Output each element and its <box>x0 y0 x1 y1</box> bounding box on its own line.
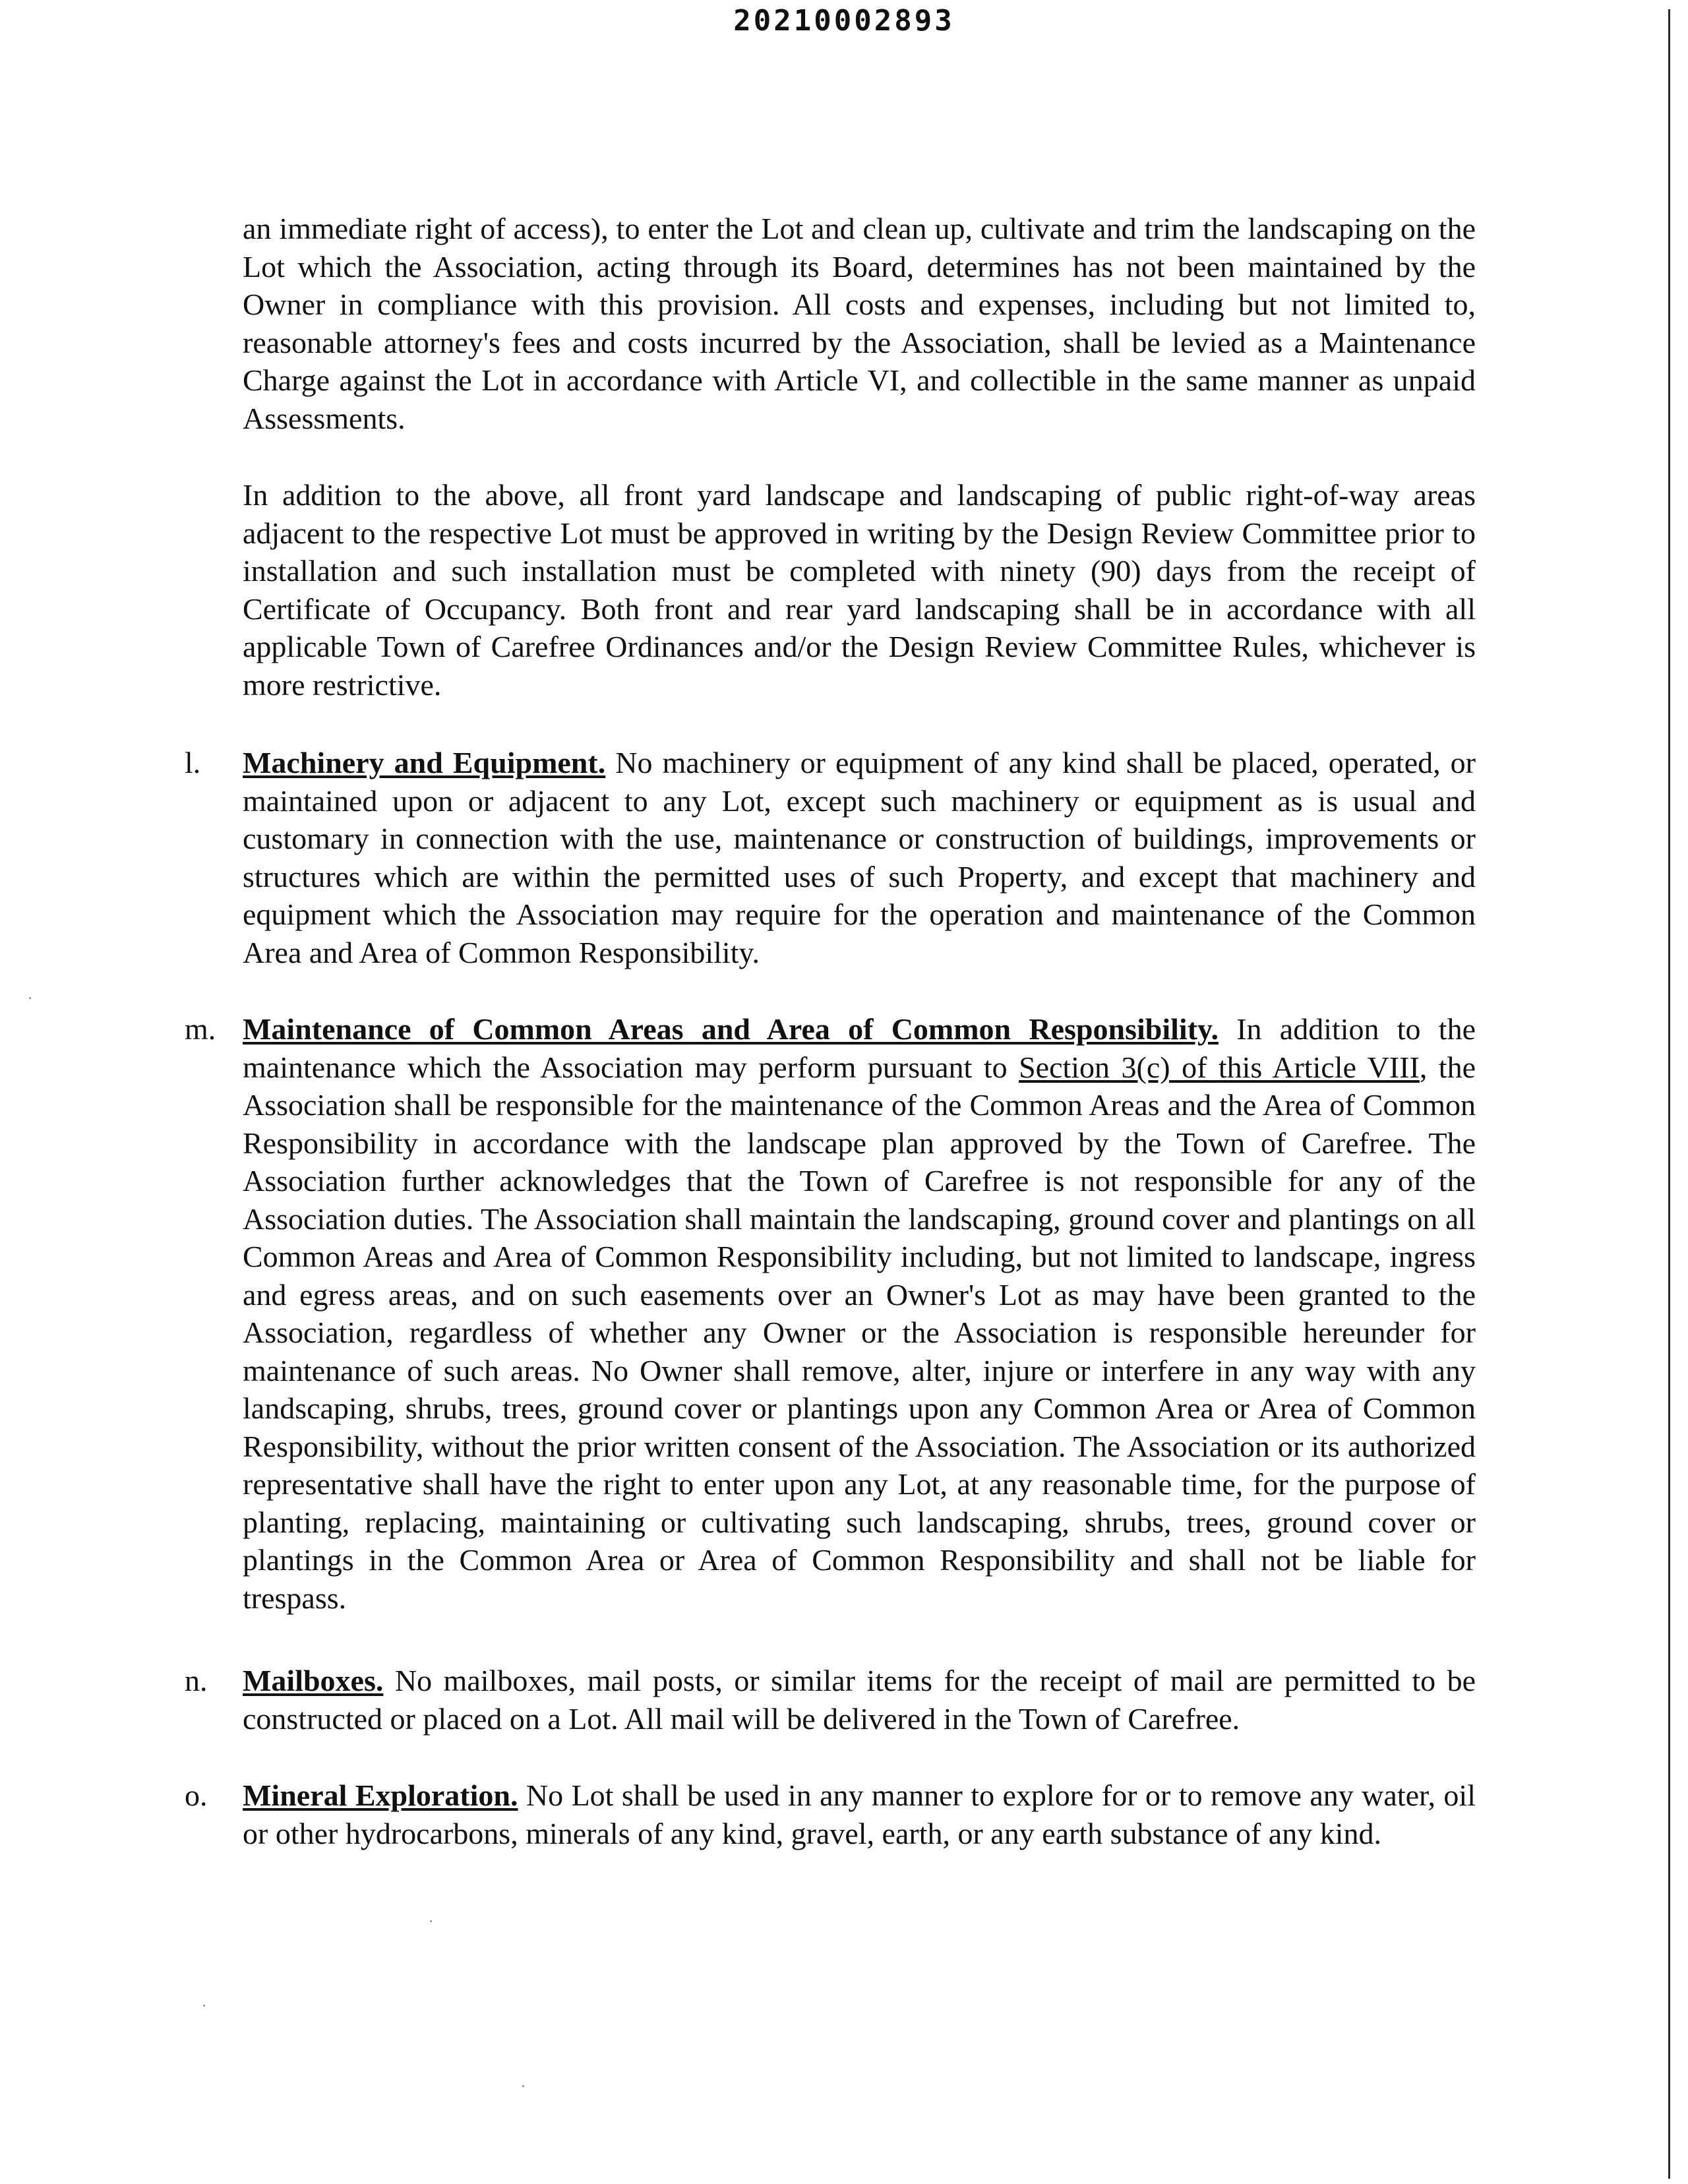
scan-speck <box>430 1920 432 1922</box>
item-heading: Mineral Exploration. <box>243 1778 518 1812</box>
item-text: No machinery or equipment of any kind shall be placed, operated, or maintained upon or adjacent to any Lot, except such machinery or equipment as is usual and customary in connection with the use, maintenance or construction of buildings, improvements or structures which are within the permitted uses of such Property, and except that machinery and equipment which the Association may require for the operation and maintenance of the Common Area and Area of Common Responsibility. <box>243 746 1476 969</box>
paragraph-continuation: an immediate right of access), to enter the Lot and clean up, cultivate and trim the landscaping on the Lot which the Association, acting through its Board, determines has not been maintained by the Owner in compliance with this provision. All costs and expenses, including but not limited to, reasonable attorney's fees and costs incurred by the Association, shall be levied as a Maintenance Charge against the Lot in accordance with Article VI, and collectible in the same manner as unpaid Assessments. <box>243 212 1476 435</box>
item-body <box>243 744 1476 971</box>
item-heading: Maintenance of Common Areas and Area of Common Responsibility. <box>243 1012 1219 1046</box>
scan-edge-line <box>1668 9 1670 2179</box>
item-body <box>243 1776 1476 1852</box>
paragraph-landscape-approval: In addition to the above, all front yard landscape and landscaping of public right-of-way areas adjacent to the respective Lot must be approved in writing by the Design Review Committee prior to installation and such installation must be completed with ninety (90) days from the receipt of Certificate of Occupancy. Both front and rear yard landscaping shall be in accordance with all applicable Town of Carefree Ordinances and/or the Design Review Committee Rules, whichever is more restrictive. <box>243 478 1476 702</box>
item-heading: Mailboxes. <box>243 1664 384 1697</box>
item-body <box>243 1010 1476 1617</box>
item-marker: m. <box>185 1012 216 1046</box>
document-number: 20210002893 <box>733 4 955 38</box>
item-marker: l. <box>185 746 201 779</box>
section-reference: Section 3(c) of this Article VIII <box>1019 1050 1420 1084</box>
item-text: No mailboxes, mail posts, or similar items for the receipt of mail are permitted to be constructed or placed on a Lot. All mail will be delivered in the Town of Carefree. <box>243 1664 1476 1736</box>
item-text: In addition to the maintenance which the Association may perform pursuant to <box>243 1012 1476 1084</box>
continued-paragraph <box>243 210 1476 437</box>
item-body <box>243 1662 1476 1738</box>
item-heading: Machinery and Equipment. <box>243 746 606 779</box>
item-text-continued: , the Association shall be responsible for the maintenance of the Common Areas and the Area of Common Responsibility in accordance with the landscape plan approved by the Town of Carefree. The Association further acknowledges that the Town of Carefree is not responsible for any of the Association duties. The Association shall maintain the landscaping, ground cover and plantings on all Common Areas and Area of Common Responsibility including, but not limited to landscape, ingress and egress areas, and on such easements over an Owner's Lot as may have been granted to the Association, regardless of whether any Owner or the Association is responsible hereunder for maintenance of such areas. No Owner shall remove, alter, injure or interfere in any way with any landscaping, shrubs, trees, ground cover or plantings upon any Common Area or Area of Common Responsibility, without the prior written consent of the Association. The Association or its authorized representative shall have the right to enter upon any Lot, at any reasonable time, for the purpose of planting, replacing, maintaining or cultivating such landscaping, shrubs, trees, ground cover or plantings in the Common Area or Area of Common Responsibility and shall not be liable for trespass. <box>243 1050 1476 1615</box>
scan-speck <box>29 997 31 999</box>
item-marker: o. <box>185 1778 208 1812</box>
item-text: No Lot shall be used in any manner to explore for or to remove any water, oil or other hydrocarbons, minerals of any kind, gravel, earth, or any earth substance of any kind. <box>243 1778 1476 1850</box>
item-marker: n. <box>185 1664 208 1697</box>
scan-speck <box>203 2005 205 2007</box>
scan-speck <box>522 2085 524 2087</box>
landscape-approval-paragraph <box>243 476 1476 704</box>
